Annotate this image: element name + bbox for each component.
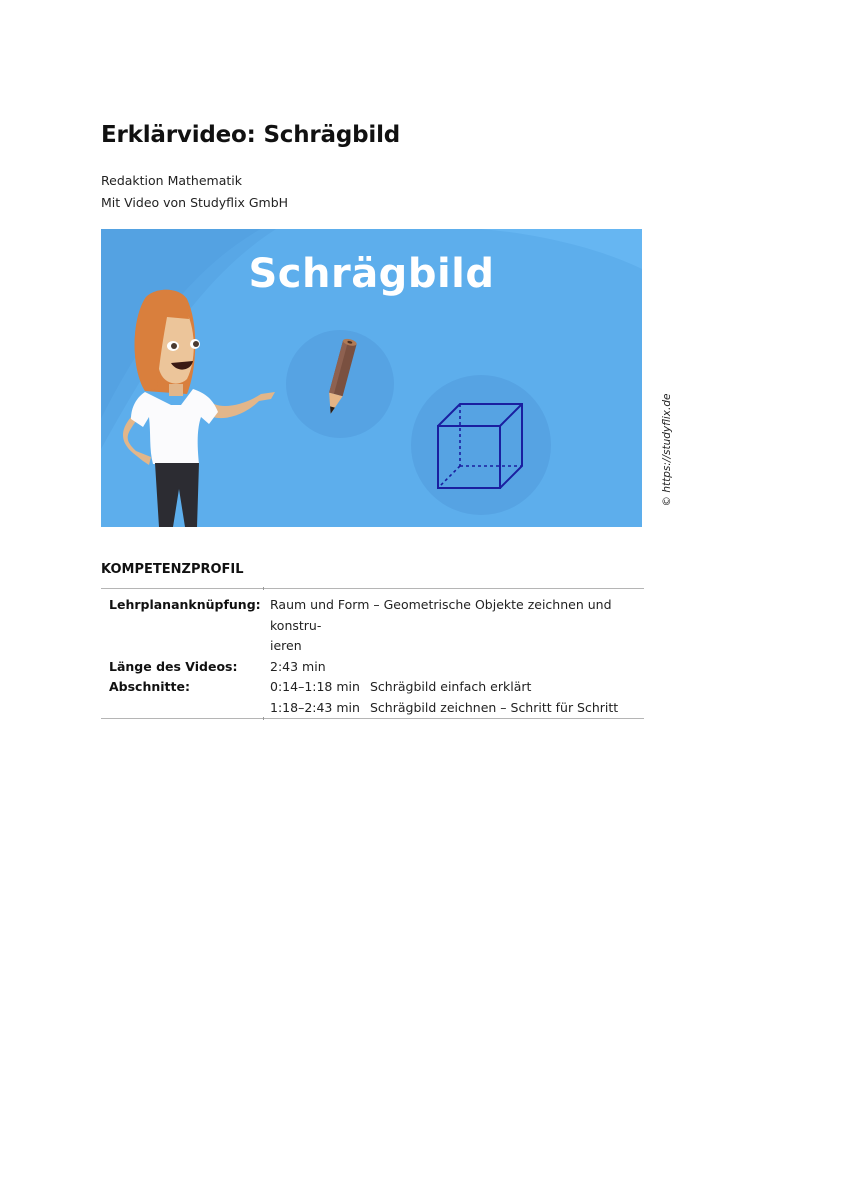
author-line: Redaktion Mathematik: [101, 173, 242, 188]
image-credit-text: © https://studyflix.de: [661, 393, 673, 507]
table-row: [101, 677, 644, 718]
curriculum-line-2: ieren: [270, 638, 302, 653]
cube-circle: [411, 375, 551, 515]
video-length-value: 2:43 min: [270, 658, 326, 674]
video-source-line: Mit Video von Studyflix GmbH: [101, 195, 289, 210]
presenter-character: [123, 290, 275, 527]
section-time: 1:18–2:43 min: [270, 699, 360, 715]
image-credit: [659, 395, 675, 505]
page-title: Erklärvideo: Schrägbild: [101, 122, 401, 148]
table-divider-bottom: [263, 717, 264, 720]
row-label: Abschnitte:: [109, 679, 190, 694]
section-heading: KOMPETENZPROFIL: [101, 562, 244, 577]
document-meta: [101, 170, 288, 214]
section-topic: Schrägbild einfach erklärt: [370, 679, 532, 694]
video-thumbnail[interactable]: [101, 229, 642, 527]
competence-profile-table: [101, 588, 644, 719]
row-label: Lehrplananknüpfung:: [109, 597, 261, 612]
section-entry: [270, 698, 644, 719]
sections-value: [263, 677, 644, 718]
row-label: Länge des Videos:: [109, 658, 238, 674]
curriculum-line-1: Raum und Form – Geometrische Objekte zeichnen und konstru-: [270, 597, 612, 633]
table-row: [101, 657, 644, 678]
table-row: [101, 595, 644, 657]
thumbnail-title: Schrägbild: [248, 251, 495, 297]
section-topic: Schrägbild zeichnen – Schritt für Schritt: [370, 699, 619, 715]
row-value: [263, 595, 644, 657]
table-divider-top: [263, 587, 264, 590]
section-entry: [270, 677, 644, 698]
section-time: 0:14–1:18 min: [270, 679, 360, 694]
